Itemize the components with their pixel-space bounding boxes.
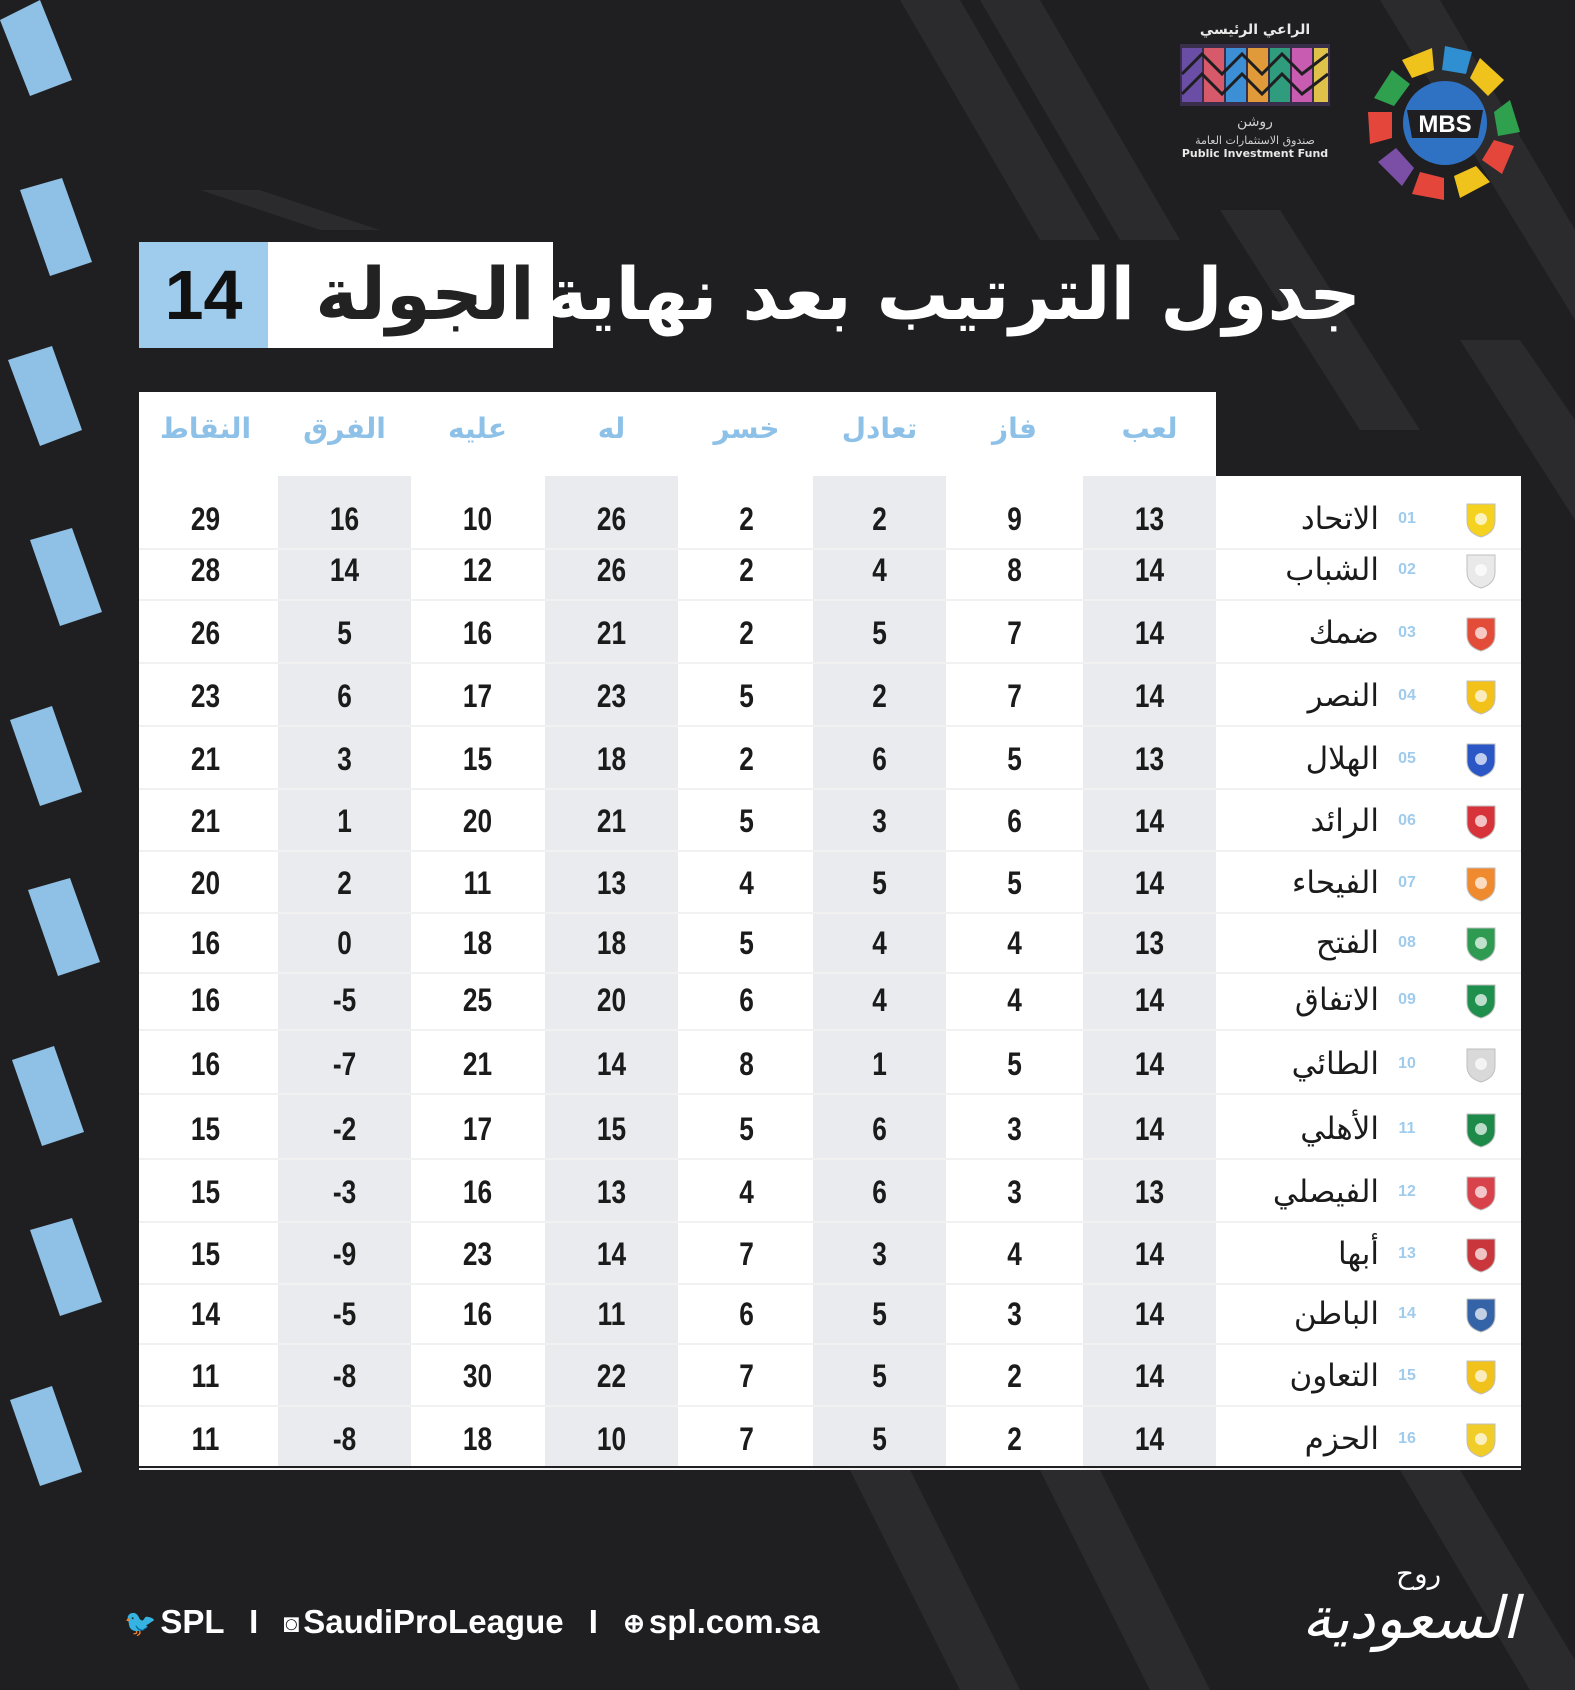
cell-against: 23 <box>462 1236 493 1272</box>
team-rank: 14 <box>1398 1305 1416 1322</box>
cell-drawn: 6 <box>872 1111 887 1147</box>
team-name: الحزم <box>1304 1421 1379 1457</box>
team-name: الهلال <box>1305 741 1379 777</box>
cell-for: 13 <box>596 865 627 901</box>
table-row <box>139 971 1521 1031</box>
cell-lost: 2 <box>739 552 754 588</box>
cell-diff: 6 <box>337 678 352 714</box>
cell-lost: 6 <box>739 1296 754 1332</box>
table-row <box>139 1347 1521 1407</box>
team-crest-icon <box>1463 615 1499 653</box>
cell-points: 28 <box>190 552 221 588</box>
cell-against: 18 <box>462 1421 493 1457</box>
cell-won: 7 <box>1007 615 1022 651</box>
cell-played: 13 <box>1134 501 1165 537</box>
team-crest-icon <box>1463 1236 1499 1274</box>
team-rank: 01 <box>1398 510 1416 527</box>
cell-diff: -2 <box>332 1111 357 1147</box>
header-won: فاز <box>992 412 1037 445</box>
cell-for: 14 <box>596 1046 627 1082</box>
cell-diff: -7 <box>332 1046 357 1082</box>
cell-played: 14 <box>1134 803 1165 839</box>
cell-drawn: 5 <box>872 1421 887 1457</box>
team-crest-icon <box>1463 1174 1499 1212</box>
cell-against: 17 <box>462 1111 493 1147</box>
cell-played: 14 <box>1134 1236 1165 1272</box>
cell-for: 15 <box>596 1111 627 1147</box>
twitter-icon[interactable]: 🐦 <box>124 1608 157 1638</box>
cell-for: 22 <box>596 1358 627 1394</box>
cell-lost: 7 <box>739 1236 754 1272</box>
header-points: النقاط <box>159 412 252 445</box>
cell-played: 13 <box>1134 1174 1165 1210</box>
table-row <box>139 1410 1521 1470</box>
cell-points: 15 <box>190 1111 221 1147</box>
cell-played: 14 <box>1134 678 1165 714</box>
team-name: الفيحاء <box>1291 865 1379 901</box>
cell-lost: 7 <box>739 1358 754 1394</box>
cell-diff: -5 <box>332 982 357 1018</box>
table-row <box>139 541 1521 601</box>
cell-diff: 2 <box>337 865 352 901</box>
cell-against: 25 <box>462 982 493 1018</box>
cell-drawn: 2 <box>872 678 887 714</box>
cell-drawn: 6 <box>872 741 887 777</box>
cell-won: 2 <box>1007 1421 1022 1457</box>
team-crest-icon <box>1463 803 1499 841</box>
footer-social <box>124 1603 819 1641</box>
team-crest-icon <box>1463 741 1499 779</box>
cell-won: 5 <box>1007 865 1022 901</box>
cell-drawn: 1 <box>872 1046 887 1082</box>
team-name: الاتفاق <box>1294 982 1379 1018</box>
team-name: الطائي <box>1291 1046 1379 1082</box>
cell-diff: 3 <box>337 741 352 777</box>
cell-against: 16 <box>462 1174 493 1210</box>
cell-points: 21 <box>190 741 221 777</box>
sponsor-label: الراعي الرئيسي <box>1199 22 1311 38</box>
team-crest-icon <box>1463 1046 1499 1084</box>
team-crest-icon <box>1463 1296 1499 1334</box>
cell-lost: 2 <box>739 501 754 537</box>
team-name: الاتحاد <box>1300 501 1379 537</box>
cell-drawn: 4 <box>872 552 887 588</box>
instagram-icon[interactable]: ◙ <box>283 1608 300 1638</box>
cell-won: 4 <box>1007 1236 1022 1272</box>
sponsor-owner-arabic: صندوق الاستثمارات العامة <box>1195 134 1315 147</box>
cell-diff: -8 <box>332 1421 357 1457</box>
cell-points: 23 <box>190 678 221 714</box>
league-logo-text: MBS <box>1418 111 1472 138</box>
cell-won: 3 <box>1007 1296 1022 1332</box>
cell-against: 16 <box>462 1296 493 1332</box>
cell-lost: 6 <box>739 982 754 1018</box>
cell-for: 26 <box>596 552 627 588</box>
instagram-handle[interactable]: SaudiProLeague <box>303 1603 564 1640</box>
cell-lost: 4 <box>739 1174 754 1210</box>
cell-for: 14 <box>596 1236 627 1272</box>
cell-against: 30 <box>462 1358 493 1394</box>
team-crest-icon <box>1463 1111 1499 1149</box>
table-row <box>139 1035 1521 1095</box>
header-played: لعب <box>1121 412 1178 445</box>
cell-drawn: 5 <box>872 1358 887 1394</box>
cell-against: 10 <box>462 501 493 537</box>
cell-diff: 16 <box>329 501 360 537</box>
team-crest-icon <box>1463 865 1499 903</box>
cell-lost: 5 <box>739 1111 754 1147</box>
header-against: عليه <box>448 412 507 445</box>
cell-won: 4 <box>1007 925 1022 961</box>
brand-logo-text: السعودية <box>1302 1584 1519 1652</box>
cell-drawn: 4 <box>872 925 887 961</box>
team-rank: 02 <box>1398 561 1416 578</box>
header-for: له <box>597 412 626 445</box>
cell-diff: 14 <box>329 552 360 588</box>
header-drawn: تعادل <box>841 412 918 445</box>
team-rank: 09 <box>1398 991 1416 1008</box>
page-title: جدول الترتيب بعد نهاية <box>544 252 1361 336</box>
cell-played: 14 <box>1134 1111 1165 1147</box>
table-row <box>139 730 1521 790</box>
twitter-handle[interactable]: SPL <box>160 1603 224 1640</box>
cell-for: 26 <box>596 501 627 537</box>
team-name: التعاون <box>1289 1358 1379 1394</box>
cell-for: 21 <box>596 803 627 839</box>
team-crest-icon <box>1463 501 1499 539</box>
team-crest-icon <box>1463 982 1499 1020</box>
cell-for: 23 <box>596 678 627 714</box>
table-row <box>139 1100 1521 1160</box>
team-rank: 11 <box>1398 1120 1416 1137</box>
team-name: الفيصلي <box>1272 1174 1379 1210</box>
cell-diff: -9 <box>332 1236 357 1272</box>
cell-played: 14 <box>1134 552 1165 588</box>
header-diff: الفرق <box>303 412 386 445</box>
team-crest-icon <box>1463 552 1499 590</box>
team-rank: 15 <box>1398 1367 1416 1384</box>
cell-against: 12 <box>462 552 493 588</box>
team-name: الأهلي <box>1300 1111 1379 1147</box>
cell-points: 14 <box>190 1296 221 1332</box>
team-name: الباطن <box>1293 1296 1379 1332</box>
team-name: ضمك <box>1308 615 1379 651</box>
header-lost: خسر <box>713 412 780 445</box>
cell-played: 14 <box>1134 865 1165 901</box>
globe-icon[interactable]: ⊕ <box>623 1608 645 1638</box>
cell-played: 14 <box>1134 1358 1165 1394</box>
cell-for: 10 <box>596 1421 627 1457</box>
cell-drawn: 4 <box>872 982 887 1018</box>
cell-diff: 1 <box>337 803 352 839</box>
cell-lost: 4 <box>739 865 754 901</box>
cell-played: 14 <box>1134 982 1165 1018</box>
cell-points: 11 <box>191 1421 220 1457</box>
cell-for: 18 <box>596 925 627 961</box>
team-rank: 08 <box>1398 934 1416 951</box>
table-row <box>139 667 1521 727</box>
cell-points: 11 <box>191 1358 220 1394</box>
sponsor-name: روشن <box>1237 114 1273 130</box>
cell-points: 21 <box>190 803 221 839</box>
cell-against: 17 <box>462 678 493 714</box>
sponsor-block <box>1170 22 1340 160</box>
cell-lost: 8 <box>739 1046 754 1082</box>
cell-diff: -3 <box>332 1174 357 1210</box>
cell-drawn: 5 <box>872 615 887 651</box>
cell-points: 20 <box>190 865 221 901</box>
cell-drawn: 3 <box>872 1236 887 1272</box>
cell-drawn: 5 <box>872 865 887 901</box>
table-row <box>139 604 1521 664</box>
cell-against: 16 <box>462 615 493 651</box>
cell-for: 20 <box>596 982 627 1018</box>
table-row <box>139 792 1521 852</box>
cell-won: 6 <box>1007 803 1022 839</box>
cell-won: 8 <box>1007 552 1022 588</box>
cell-lost: 5 <box>739 803 754 839</box>
cell-against: 15 <box>462 741 493 777</box>
cell-played: 14 <box>1134 1421 1165 1457</box>
sponsor-owner-english: Public Investment Fund <box>1181 147 1329 160</box>
cell-won: 4 <box>1007 982 1022 1018</box>
cell-points: 15 <box>190 1174 221 1210</box>
table-row <box>139 1285 1521 1345</box>
team-crest-icon <box>1463 1358 1499 1396</box>
table-row <box>139 854 1521 914</box>
cell-won: 2 <box>1007 1358 1022 1394</box>
cell-lost: 7 <box>739 1421 754 1457</box>
cell-points: 15 <box>190 1236 221 1272</box>
cell-drawn: 6 <box>872 1174 887 1210</box>
team-crest-icon <box>1463 1421 1499 1459</box>
team-crest-icon <box>1463 925 1499 963</box>
team-rank: 12 <box>1398 1183 1416 1200</box>
cell-points: 16 <box>190 982 221 1018</box>
table-row <box>139 914 1521 974</box>
brand-small-text: روح <box>1396 1557 1442 1590</box>
team-name: الفتح <box>1315 925 1379 961</box>
cell-diff: 5 <box>337 615 352 651</box>
cell-won: 3 <box>1007 1174 1022 1210</box>
cell-for: 18 <box>596 741 627 777</box>
cell-points: 29 <box>190 501 221 537</box>
cell-lost: 5 <box>739 678 754 714</box>
footer-separator: I <box>588 1603 598 1640</box>
cell-against: 21 <box>462 1046 493 1082</box>
table-row <box>139 1163 1521 1223</box>
team-rank: 07 <box>1398 874 1416 891</box>
cell-won: 3 <box>1007 1111 1022 1147</box>
team-rank: 10 <box>1398 1055 1416 1072</box>
cell-lost: 2 <box>739 741 754 777</box>
cell-diff: -5 <box>332 1296 357 1332</box>
team-crest-icon <box>1463 678 1499 716</box>
cell-won: 5 <box>1007 741 1022 777</box>
cell-lost: 5 <box>739 925 754 961</box>
cell-played: 13 <box>1134 925 1165 961</box>
team-rank: 13 <box>1398 1245 1416 1262</box>
team-rank: 06 <box>1398 812 1416 829</box>
cell-points: 16 <box>190 925 221 961</box>
team-rank: 05 <box>1398 750 1416 767</box>
cell-against: 11 <box>463 865 492 901</box>
cell-lost: 2 <box>739 615 754 651</box>
cell-points: 16 <box>190 1046 221 1082</box>
cell-for: 21 <box>596 615 627 651</box>
cell-drawn: 2 <box>872 501 887 537</box>
team-name: الرائد <box>1310 803 1379 839</box>
cell-played: 13 <box>1134 741 1165 777</box>
cell-diff: 0 <box>337 925 352 961</box>
cell-against: 20 <box>462 803 493 839</box>
team-rank: 03 <box>1398 624 1416 641</box>
team-rank: 04 <box>1398 687 1416 704</box>
cell-played: 14 <box>1134 1296 1165 1332</box>
page-title-highlight: الجولة <box>315 252 535 336</box>
cell-won: 9 <box>1007 501 1022 537</box>
cell-drawn: 3 <box>872 803 887 839</box>
team-rank: 16 <box>1398 1430 1416 1447</box>
cell-played: 14 <box>1134 615 1165 651</box>
team-name: النصر <box>1307 678 1379 714</box>
cell-drawn: 5 <box>872 1296 887 1332</box>
cell-diff: -8 <box>332 1358 357 1394</box>
cell-won: 5 <box>1007 1046 1022 1082</box>
cell-played: 14 <box>1134 1046 1165 1082</box>
round-number: 14 <box>139 242 268 348</box>
cell-won: 7 <box>1007 678 1022 714</box>
cell-points: 26 <box>190 615 221 651</box>
sponsor-pattern-logo <box>1180 44 1330 106</box>
footer-separator: I <box>249 1603 259 1640</box>
team-name: الشباب <box>1285 552 1379 588</box>
cell-for: 13 <box>596 1174 627 1210</box>
league-logo <box>1362 40 1528 206</box>
cell-against: 18 <box>462 925 493 961</box>
cell-for: 11 <box>597 1296 626 1332</box>
team-name: أبها <box>1338 1236 1379 1272</box>
website-link[interactable]: spl.com.sa <box>648 1603 820 1640</box>
table-row <box>139 1225 1521 1285</box>
